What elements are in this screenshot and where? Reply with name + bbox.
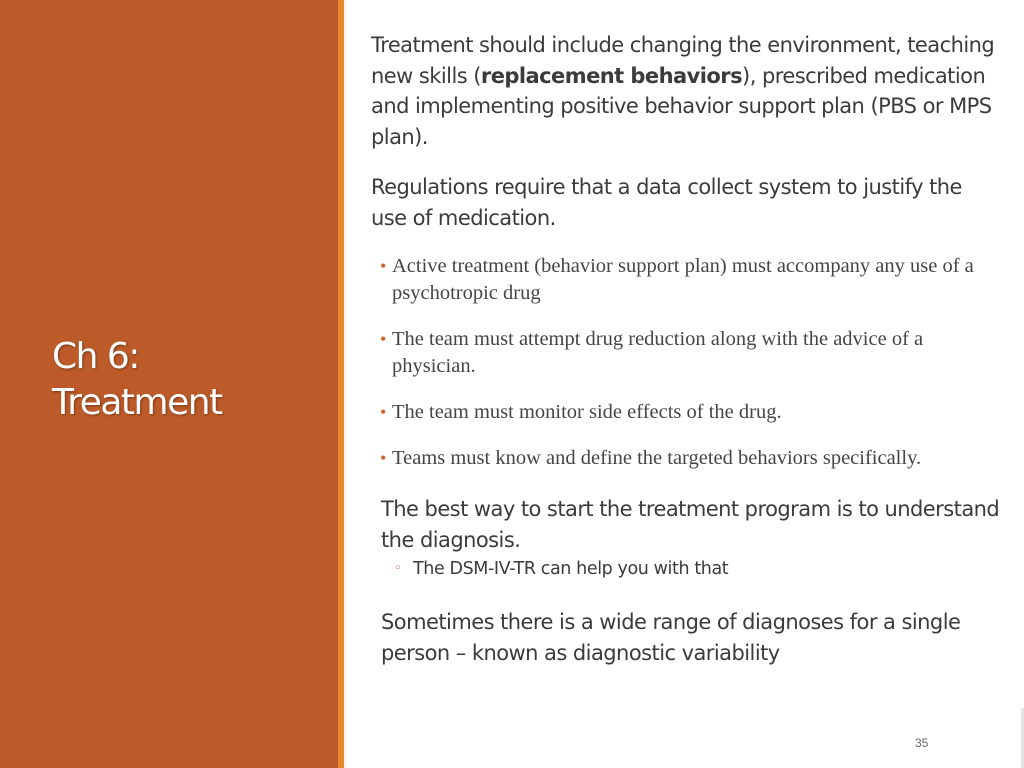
bullet-icon: • — [380, 448, 387, 468]
bullet-icon: • — [380, 329, 387, 349]
bold-replacement-behaviors: replacement behaviors — [480, 63, 743, 88]
bullet-icon: • — [380, 256, 387, 276]
paragraph-diagnostic-variability: Sometimes there is a wide range of diagnoses for a single person – known as diagnostic variability — [381, 610, 961, 665]
bullet-text: Active treatment (behavior support plan) must accompany any use of a psychotropic drug — [392, 255, 974, 304]
paragraph-treatment-components — [371, 30, 1001, 152]
list-item — [381, 399, 1001, 426]
page-number: 35 — [915, 736, 929, 750]
panel-shadow — [344, 0, 348, 768]
sub-bullet-text: The DSM-IV-TR can help you with that — [413, 559, 729, 579]
slide-title — [52, 334, 322, 426]
slide-title-line2: Treatment — [52, 382, 222, 423]
bullet-text: The team must monitor side effects of the drug. — [392, 401, 782, 423]
list-item — [381, 326, 1001, 380]
slide-content — [371, 30, 1001, 668]
bullet-list — [381, 253, 1001, 472]
bullet-icon: • — [380, 402, 387, 422]
slide-title-line1: Ch 6: — [52, 336, 139, 377]
list-item — [381, 445, 1001, 472]
bullet-text: Teams must know and define the targeted behaviors specifically. — [392, 447, 922, 469]
list-item — [381, 253, 1001, 307]
sub-bullet-item — [381, 557, 1001, 581]
paragraph-regulations: Regulations require that a data collect system to justify the use of medication. — [371, 175, 962, 230]
ring-bullet-icon: ◦ — [394, 561, 402, 576]
paragraph-diagnosis: The best way to start the treatment program is to understand the diagnosis. — [381, 497, 1000, 552]
paragraph-text-start: Treatment should include changing the environment, teaching new skills ( — [371, 33, 995, 88]
paragraph-text-end: ), prescribed medication and implementing positive behavior support plan (PBS or MPS plan). — [371, 63, 992, 149]
bullet-text: The team must attempt drug reduction along with the advice of a physician. — [392, 328, 924, 377]
